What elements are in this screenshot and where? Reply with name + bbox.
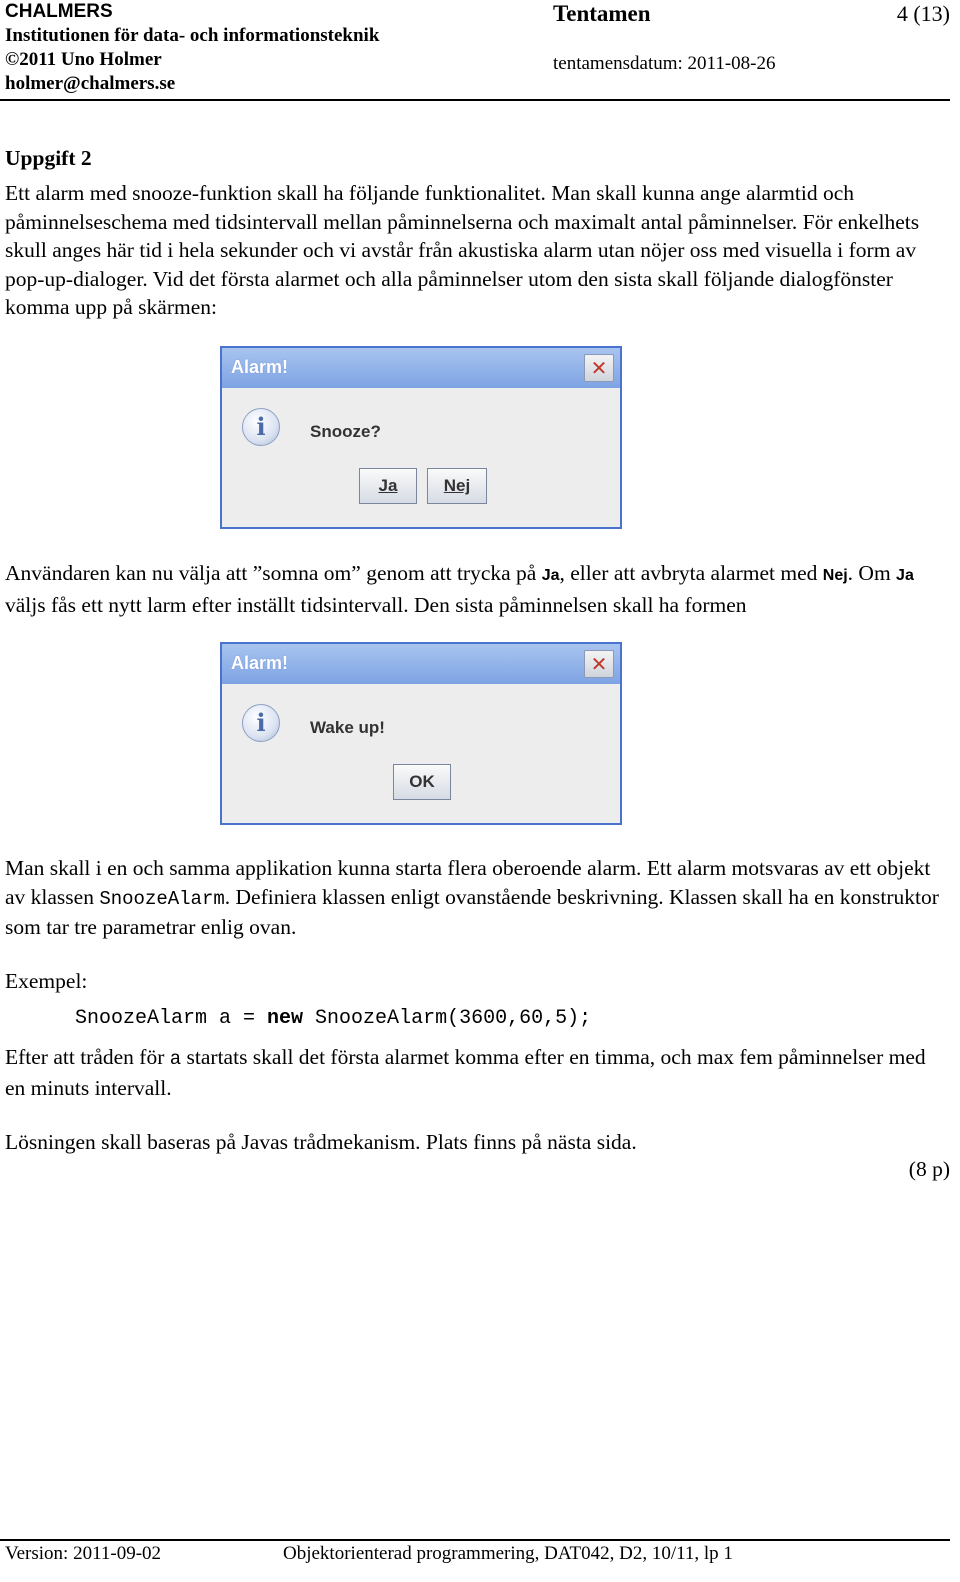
code-pre: SnoozeAlarm a = [75, 1007, 268, 1030]
info-icon: i [242, 704, 280, 742]
close-icon[interactable]: ✕ [584, 354, 614, 382]
task-intro: Ett alarm med snooze-funktion skall ha följande funktionalitet. Man skall kunna ange alarmtid och påminnelseschema med tidsintervall mellan påminnelserna och maximalt antal påminnelser. För enkelhets skull anges här tid i hela sekunder och vi avstår från akustiska alarm utan nöjer oss med visuella i form av pop-up-dialoger. Vid det första alarmet och alla påminnelser utom den sista skall följande dialogfönster komma upp på skärmen: [5, 181, 920, 319]
nej-ref: Nej [822, 567, 848, 584]
ja-ref-2: Ja [896, 567, 914, 584]
solution-note: Lösningen skall baseras på Javas trådmekanism. Plats finns på nästa sida. [5, 1130, 637, 1154]
exam-date: tentamensdatum: 2011-08-26 [553, 53, 776, 74]
app-text-1: Man skall i en och samma applikation kunna starta flera oberoende alarm. Ett alarm motsvaras av ett objekt av klassen [5, 856, 931, 909]
yes-button-label: Ja [378, 476, 398, 495]
no-button-label: Nej [443, 476, 471, 495]
dialog-titlebar [222, 644, 620, 684]
choice-paragraph [5, 559, 950, 619]
version: Version: 2011-09-02 [5, 1543, 162, 1564]
dialog-message: Wake up! [310, 718, 385, 737]
ok-button[interactable]: OK [393, 764, 451, 800]
yes-button[interactable] [359, 468, 417, 504]
ja-ref: Ja [541, 567, 560, 584]
example-label: Exempel: [5, 969, 88, 993]
choice-text-2: , eller att avbryta alarmet med [559, 561, 823, 585]
choice-text-4: väljs fås ett nytt larm efter inställt tidsintervall. Den sista påminnelsen skall ha formen [5, 592, 747, 617]
dialog-message: Snooze? [310, 422, 381, 441]
header-info [5, 0, 379, 96]
code-example [75, 1005, 591, 1033]
info-icon: i [242, 408, 280, 446]
institution: Institutionen för data- och informationsteknik [5, 25, 380, 46]
application-paragraph [5, 854, 950, 942]
points: (8 p) [908, 1157, 950, 1181]
app-text-2: . Definiera klassen enligt ovanstående beskrivning. Klassen skall ha en konstruktor som tar tre parametrar enlig ovan. [5, 884, 939, 939]
copyright: ©2011 Uno Holmer [5, 49, 162, 70]
close-icon[interactable]: ✕ [584, 650, 614, 678]
task-heading: Uppgift 2 [5, 146, 92, 170]
choice-text-3: . Om [847, 561, 897, 585]
page-number: 4 (13) [896, 1, 950, 26]
document-title: Tentamen [553, 1, 651, 26]
course-info: Objektorienterad programmering, DAT042, D2, 10/11, lp 1 [283, 1543, 733, 1564]
wakeup-dialog [220, 642, 622, 825]
class-name: SnoozeAlarm [99, 887, 225, 910]
brand-name: CHALMERS [5, 1, 113, 22]
footer-rule [0, 1539, 950, 1541]
after-text-1: Efter att tråden för [5, 1045, 170, 1069]
dialog-titlebar [222, 348, 620, 388]
code-keyword: new [267, 1007, 304, 1030]
snooze-dialog [220, 346, 622, 529]
code-post: SnoozeAlarm(3600,60,5); [303, 1007, 592, 1030]
choice-text-1: Användaren kan nu välja att ”somna om” genom att trycka på [5, 561, 542, 585]
author-email: holmer@chalmers.se [5, 73, 176, 94]
header-rule [0, 99, 950, 101]
thread-var: a [169, 1048, 182, 1070]
dialog-title: Alarm! [231, 653, 289, 673]
after-text-2: startats skall det första alarmet komma efter en timma, och max fem påminnelser med en minuts intervall. [5, 1045, 926, 1100]
no-button[interactable] [427, 468, 487, 504]
dialog-title: Alarm! [231, 357, 289, 377]
after-paragraph [5, 1043, 950, 1102]
